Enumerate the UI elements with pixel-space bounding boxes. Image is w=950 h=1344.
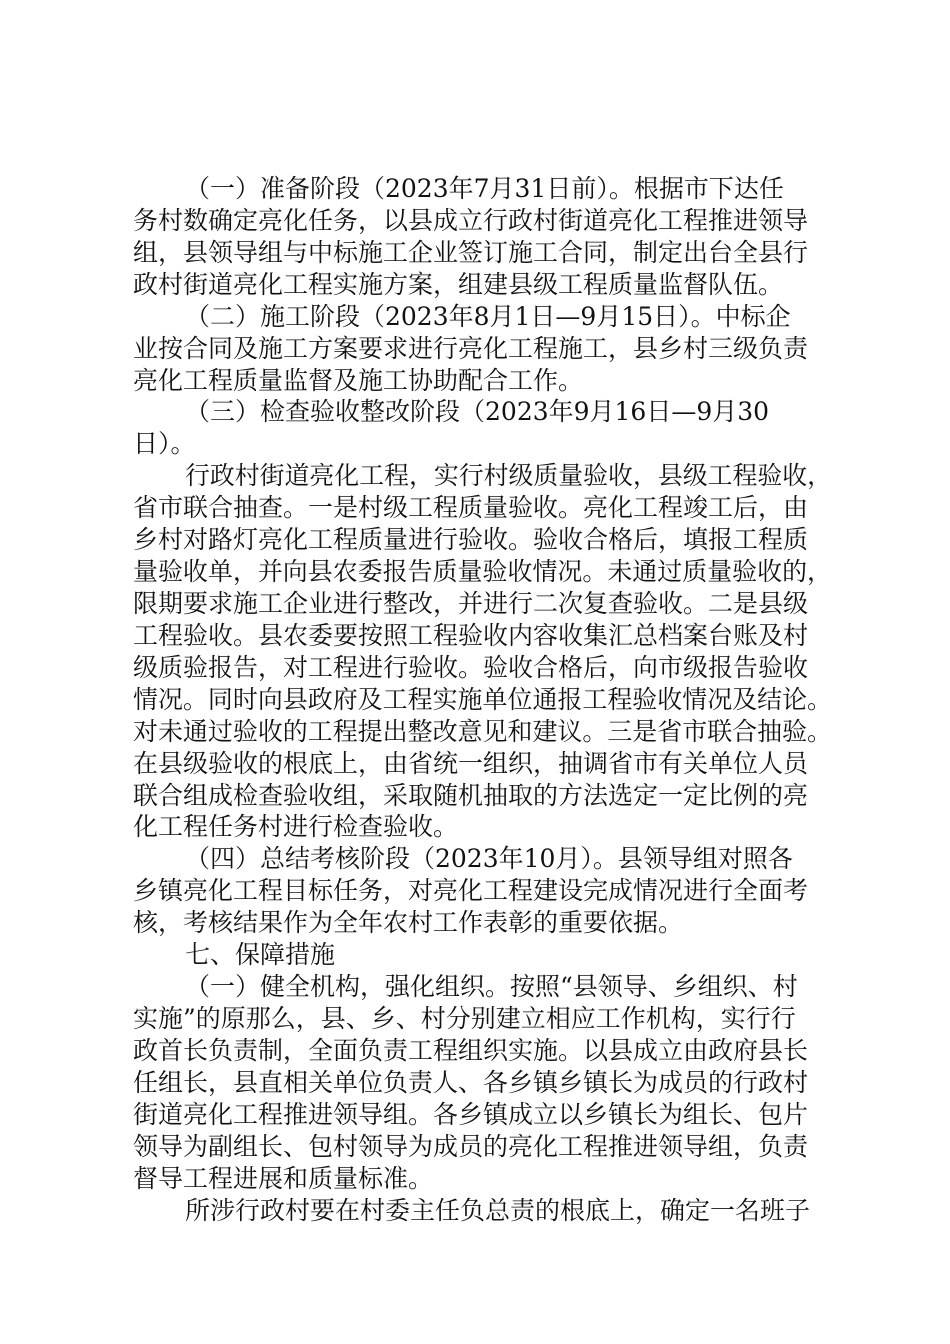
- paragraph-line: 量验收单，并向县农委报告质量验收情况。未通过质量验收的，: [133, 557, 833, 586]
- paragraph-line: 日）。: [133, 429, 196, 458]
- paragraph-line: 所涉行政村要在村委主任负总责的根底上，确定一名班子: [185, 1196, 811, 1225]
- paragraph-line: 情况。同时向县政府及工程实施单位通报工程验收情况及结论。: [133, 685, 833, 714]
- paragraph-line: 务村数确定亮化任务，以县成立行政村街道亮化工程推进领导: [133, 206, 809, 235]
- paragraph-line: 实施”的原那么，县、乡、村分别建立相应工作机构，实行行: [133, 1004, 796, 1033]
- paragraph-line: 对未通过验收的工程提出整改意见和建议。三是省市联合抽验。: [133, 717, 833, 746]
- paragraph-line: （三）检查验收整改阶段（2023年9月16日—9月30: [185, 397, 770, 426]
- paragraph-line: （二）施工阶段（2023年8月1日—9月15日）。中标企: [185, 302, 791, 331]
- paragraph-line: 化工程任务村进行检查验收。: [133, 812, 459, 841]
- paragraph-line: 乡镇亮化工程目标任务，对亮化工程建设完成情况进行全面考: [133, 876, 809, 905]
- paragraph-line: 督导工程进展和质量标准。: [133, 1164, 434, 1193]
- paragraph-line: 街道亮化工程推进领导组。各乡镇成立以乡镇长为组长、包片: [133, 1100, 809, 1129]
- paragraph-line: 联合组成检查验收组，采取随机抽取的方法选定一定比例的亮: [133, 781, 809, 810]
- paragraph-line: （一）健全机构，强化组织。按照“县领导、乡组织、村: [185, 972, 798, 1001]
- paragraph-line: 行政村街道亮化工程，实行村级质量验收，县级工程验收，: [185, 461, 833, 490]
- paragraph-line: 乡村对路灯亮化工程质量进行验收。验收合格后，填报工程质: [133, 525, 809, 554]
- paragraph-line: （四）总结考核阶段（2023年10月）。县领导组对照各: [185, 844, 793, 873]
- paragraph-line: 政村街道亮化工程实施方案，组建县级工程质量监督队伍。: [133, 270, 784, 299]
- paragraph-line: 核，考核结果作为全年农村工作表彰的重要依据。: [133, 908, 684, 937]
- paragraph-line: 省市联合抽查。一是村级工程质量验收。亮化工程竣工后，由: [133, 493, 809, 522]
- paragraph-line: 任组长，县直相关单位负责人、各乡镇乡镇长为成员的行政村: [133, 1068, 809, 1097]
- paragraph-line: 亮化工程质量监督及施工协助配合工作。: [133, 366, 584, 395]
- paragraph-line: 领导为副组长、包村领导为成员的亮化工程推进领导组，负责: [133, 1132, 809, 1161]
- paragraph-line: 限期要求施工企业进行整改，并进行二次复查验收。二是县级: [133, 589, 809, 618]
- section-heading: 七、保障措施: [185, 940, 336, 969]
- paragraph-line: 组，县领导组与中标施工企业签订施工合同，制定出台全县行: [133, 238, 809, 267]
- paragraph-line: 级质验报告，对工程进行验收。验收合格后，向市级报告验收: [133, 653, 809, 682]
- paragraph-line: 在县级验收的根底上，由省统一组织，抽调省市有关单位人员: [133, 749, 809, 778]
- paragraph-line: 政首长负责制，全面负责工程组织实施。以县成立由政府县长: [133, 1036, 809, 1065]
- paragraph-line: 业按合同及施工方案要求进行亮化工程施工，县乡村三级负责: [133, 334, 809, 363]
- paragraph-line: 工程验收。县农委要按照工程验收内容收集汇总档案台账及村: [133, 621, 809, 650]
- paragraph-line: （一）准备阶段（2023年7月31日前）。根据市下达任: [185, 174, 784, 203]
